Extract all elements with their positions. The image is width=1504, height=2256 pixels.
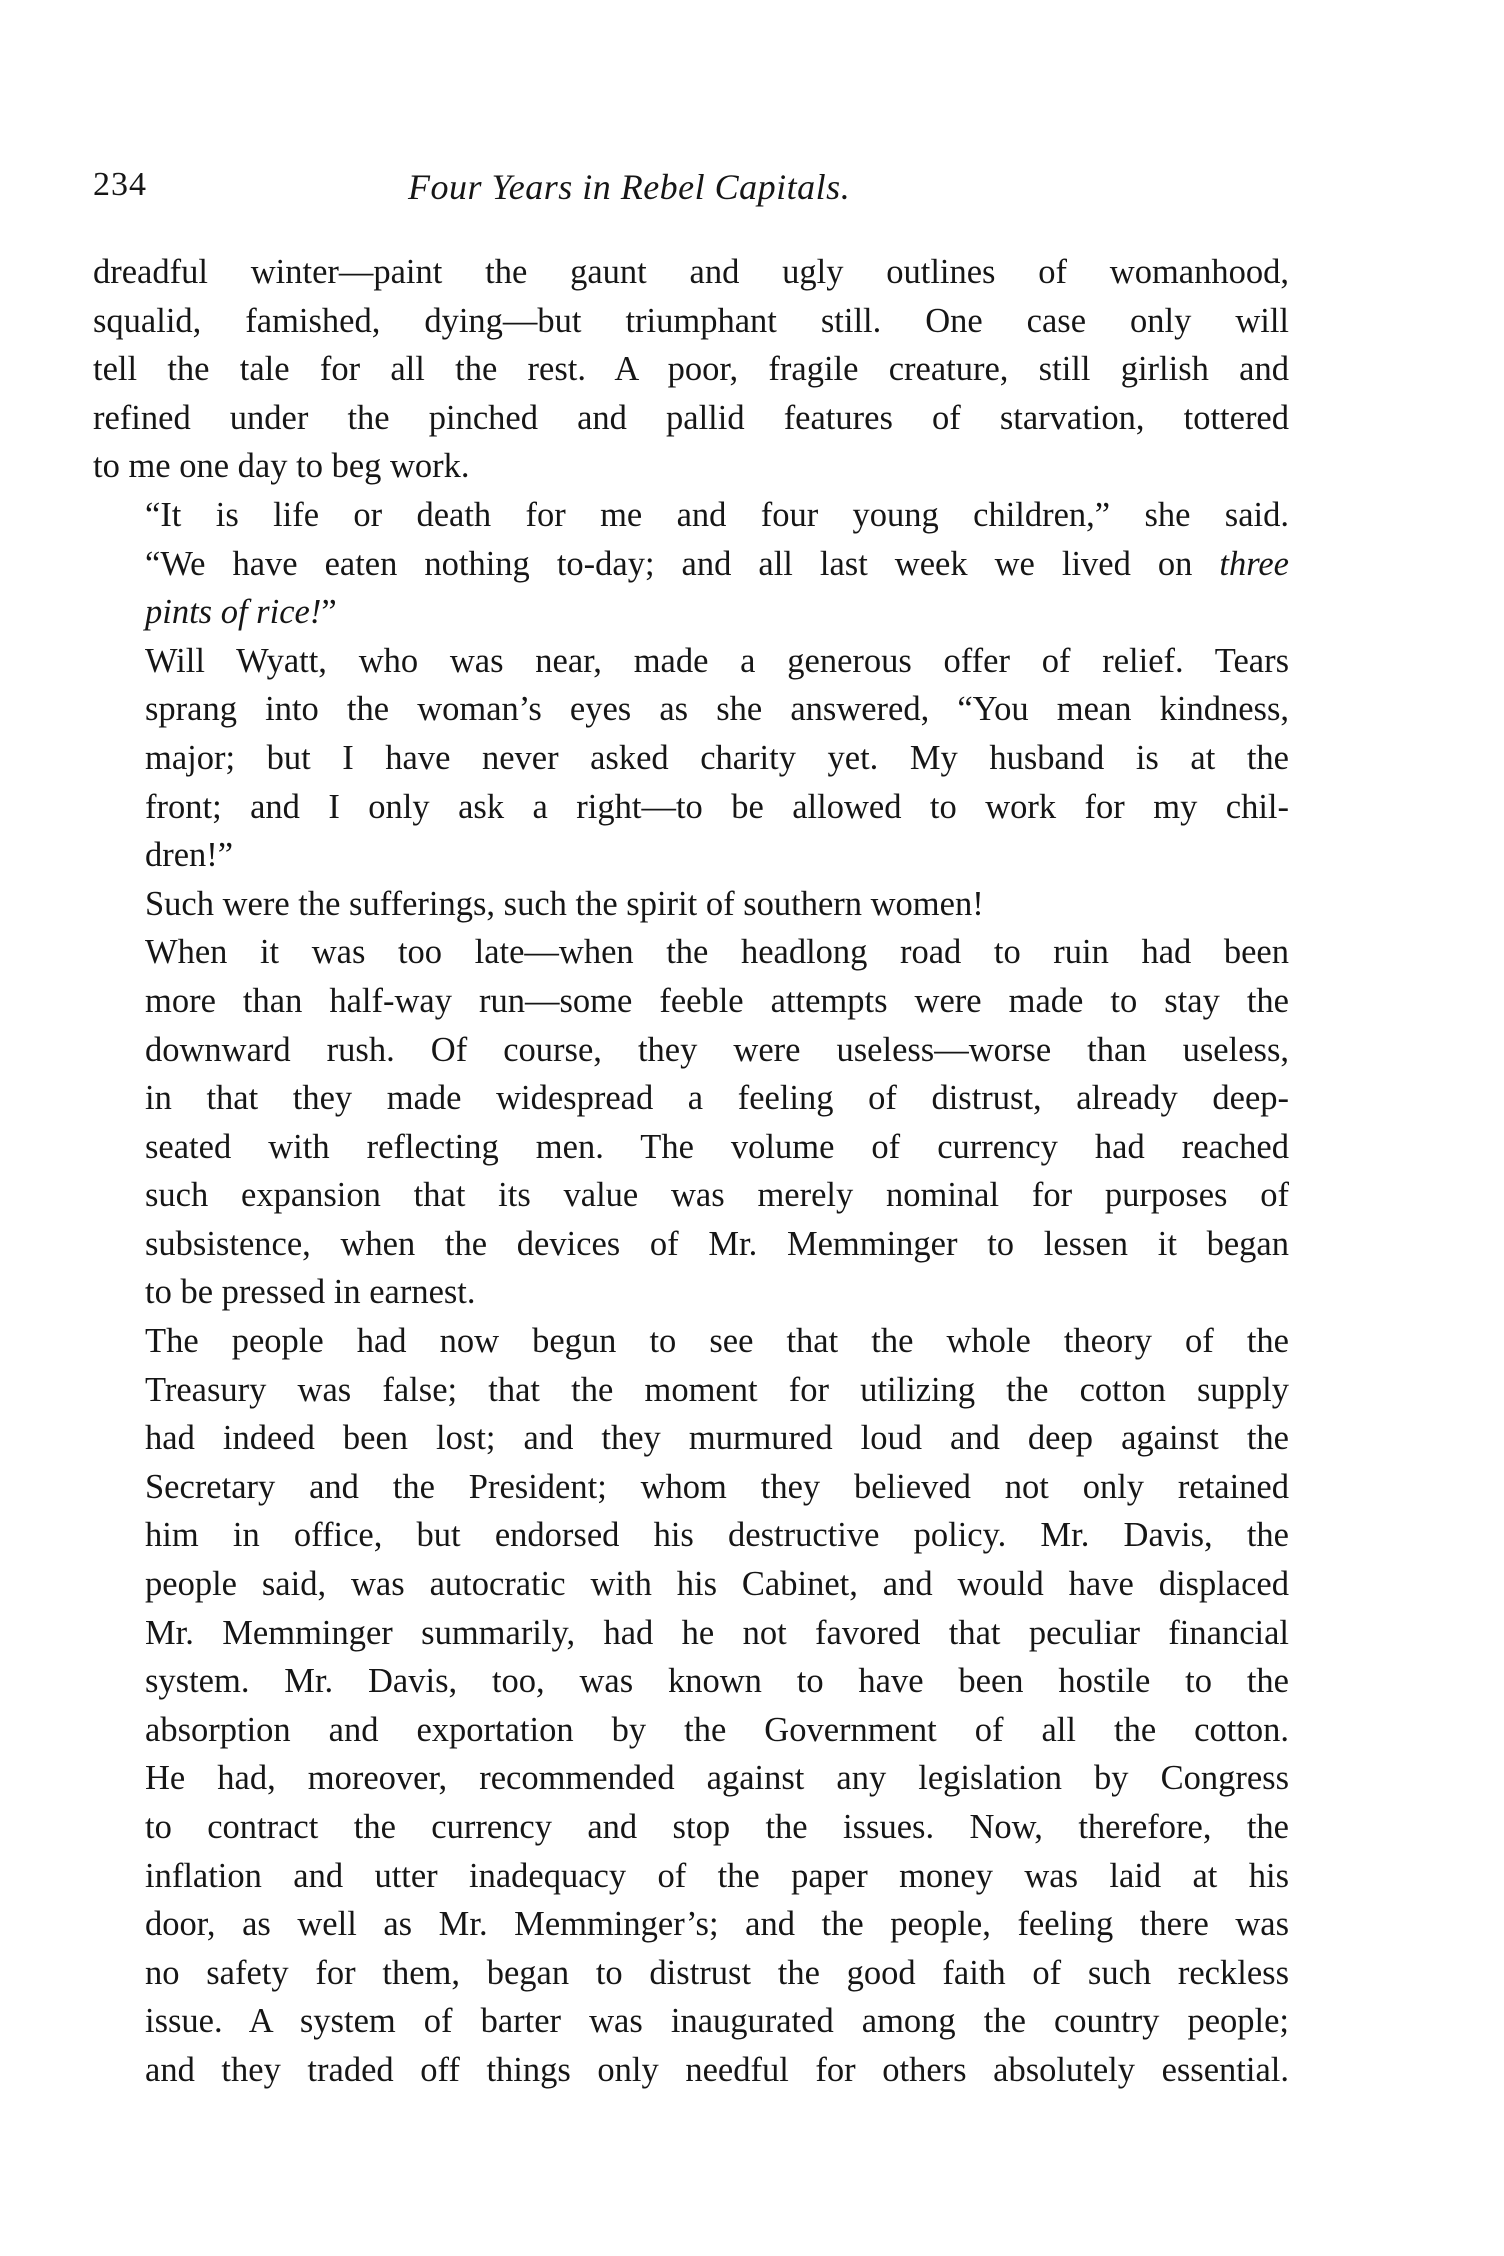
running-title: Four Years in Rebel Capitals. <box>408 167 851 207</box>
text-line: When it was too late—when the headlong road to ruin had been <box>145 933 1289 972</box>
paragraph <box>93 880 1289 929</box>
paragraph <box>93 928 1289 1317</box>
paragraph <box>93 1317 1289 2095</box>
text-line: pints of rice!” <box>145 593 337 632</box>
italic-emphasis: three <box>1219 544 1289 583</box>
running-head <box>93 166 1293 216</box>
text-line: sprang into the woman’s eyes as she answered, “You mean kindness, <box>145 690 1289 729</box>
text-line: to be pressed in earnest. <box>145 1273 476 1312</box>
text-line: squalid, famished, dying—but triumphant still. One case only will <box>93 301 1289 340</box>
paragraph <box>93 637 1289 880</box>
text-line: subsistence, when the devices of Mr. Memminger to lessen it began <box>145 1224 1289 1263</box>
text-line: system. Mr. Davis, too, was known to have been hostile to the <box>145 1662 1289 1701</box>
text-line: no safety for them, began to distrust the good faith of such reckless <box>145 1953 1289 1992</box>
paragraph <box>93 248 1289 491</box>
text-line: absorption and exportation by the Government of all the cotton. <box>145 1710 1289 1749</box>
text-line: He had, moreover, recommended against any legislation by Congress <box>145 1759 1289 1798</box>
text-line: such expansion that its value was merely nominal for purposes of <box>145 1176 1289 1215</box>
italic-emphasis: pints of rice! <box>145 593 322 632</box>
text-line: “It is life or death for me and four young children,” she said. <box>145 495 1289 534</box>
text-line: front; and I only ask a right—to be allowed to work for my chil- <box>145 787 1289 826</box>
text-line: downward rush. Of course, they were useless—worse than useless, <box>145 1030 1289 1069</box>
text-line: inflation and utter inadequacy of the paper money was laid at his <box>145 1856 1289 1895</box>
text-line: had indeed been lost; and they murmured loud and deep against the <box>145 1419 1289 1458</box>
text-line: Will Wyatt, who was near, made a generous offer of relief. Tears <box>145 641 1289 680</box>
text-line: Secretary and the President; whom they believed not only retained <box>145 1467 1289 1506</box>
text-line: The people had now begun to see that the whole theory of the <box>145 1322 1289 1361</box>
text-line: refined under the pinched and pallid features of starvation, tottered <box>93 398 1289 437</box>
text-line: Mr. Memminger summarily, had he not favored that peculiar financial <box>145 1613 1289 1652</box>
text-line: to me one day to beg work. <box>93 447 470 486</box>
text-line: issue. A system of barter was inaugurated among the country people; <box>145 2002 1289 2041</box>
text-line: dren!” <box>145 836 234 875</box>
text-line: Treasury was false; that the moment for utilizing the cotton supply <box>145 1370 1289 1409</box>
text-line: and they traded off things only needful for others absolutely essential. <box>145 2050 1289 2089</box>
text-line: him in office, but endorsed his destructive policy. Mr. Davis, the <box>145 1516 1289 1555</box>
text-line: Such were the sufferings, such the spirit of southern women! <box>145 884 984 923</box>
text-line: people said, was autocratic with his Cabinet, and would have displaced <box>145 1565 1289 1604</box>
text-line: major; but I have never asked charity yet. My husband is at the <box>145 738 1289 777</box>
text-line: in that they made widespread a feeling of distrust, already deep- <box>145 1079 1289 1118</box>
page-number: 234 <box>93 166 147 203</box>
text-line: tell the tale for all the rest. A poor, fragile creature, still girlish and <box>93 350 1289 389</box>
text-line: to contract the currency and stop the issues. Now, therefore, the <box>145 1808 1289 1846</box>
body-text <box>93 248 1289 2095</box>
text-line: more than half-way run—some feeble attempts were made to stay the <box>145 981 1289 1020</box>
text-line: dreadful winter—paint the gaunt and ugly outlines of womanhood, <box>93 253 1289 291</box>
text-line: door, as well as Mr. Memminger’s; and the people, feeling there was <box>145 1905 1289 1944</box>
paragraph <box>93 491 1289 637</box>
text-line: seated with reflecting men. The volume of currency had reached <box>145 1127 1289 1166</box>
text-line: “We have eaten nothing to-day; and all last week we lived on three <box>145 544 1289 583</box>
